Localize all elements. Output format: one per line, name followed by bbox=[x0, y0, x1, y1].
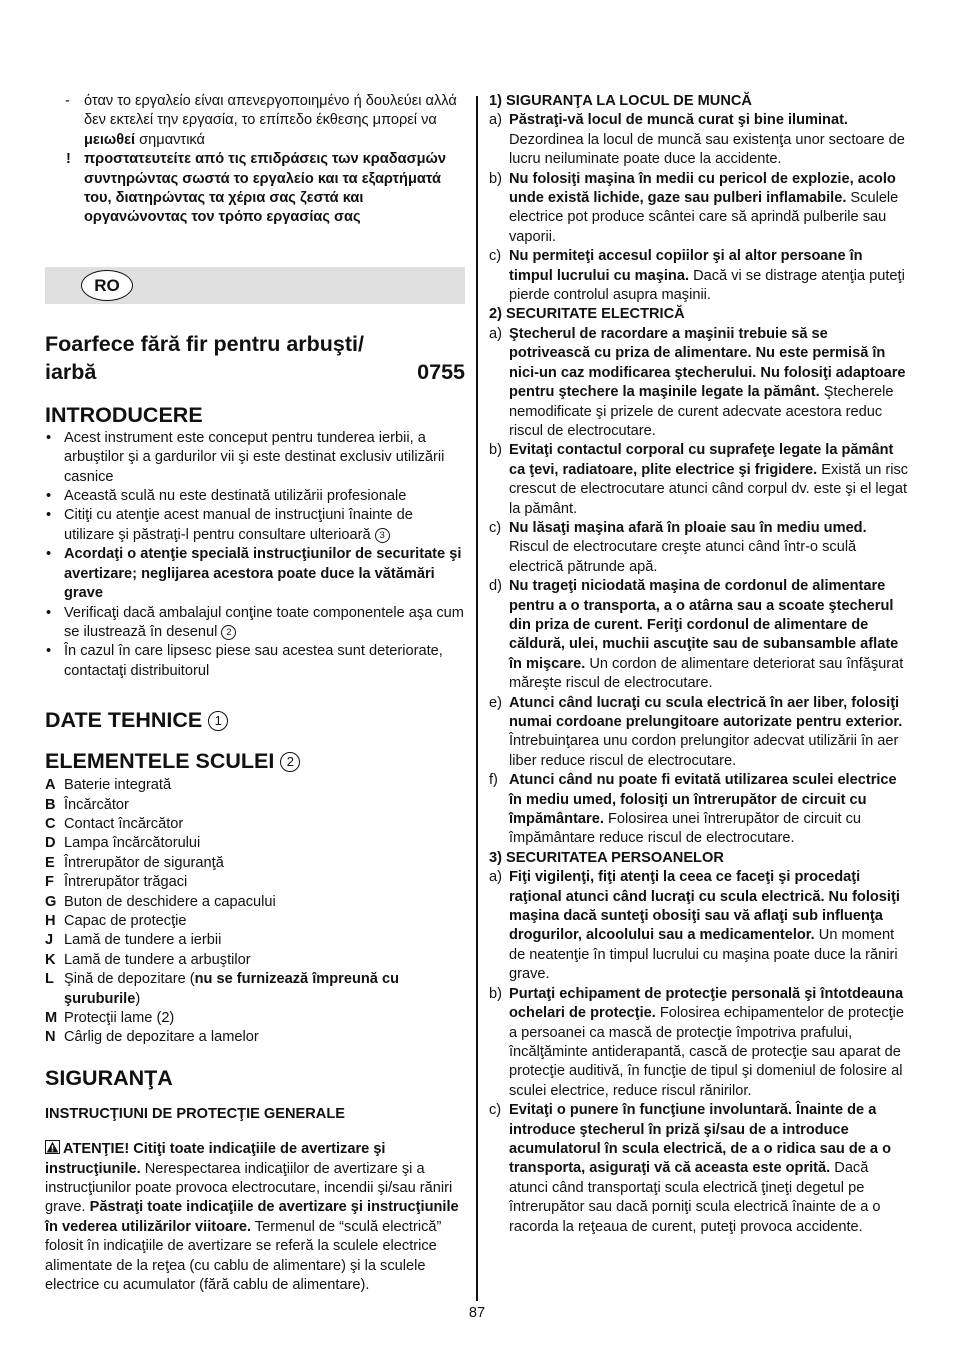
list-item bbox=[45, 873, 465, 892]
tech-heading: DATE TEHNICE 1 bbox=[45, 706, 465, 734]
list-item: • Citiţi cu atenţie acest manual de instrucţiuni înainte de utilizare şi păstraţi-l pentru consultare ulterioară 3 bbox=[46, 507, 413, 543]
list-item-letter: D bbox=[45, 835, 56, 852]
list-item-letter: L bbox=[45, 971, 54, 988]
section-2-item-e: e) Atunci când lucraţi cu scula electrică în aer liber, folosiţi numai cordoane prelungitoare autorizate pentru exterior. Întrebuinţarea unu cordon prelungitor adecvat utilizării în aer liber reduce riscul de electrocutare. bbox=[489, 694, 903, 769]
list-item bbox=[45, 834, 465, 853]
list-item bbox=[45, 970, 465, 1009]
section-2-item-d: d) Nu trageţi niciodată maşina de cordonul de alimentare pentru a o transporta, a o atârna sau a scoate ştecherul din priza de curent. Feriţi cordonul de alimentare de căldură, ulei, muchii ascuţite sau de subansamble aflate în mişcare. Un cordon de alimentare deteriorat sau înfăşurat măreşte riscul de electrocutare. bbox=[489, 578, 904, 692]
list-item-text: Baterie integrată bbox=[64, 777, 172, 794]
list-item-text: Lamă de tundere a arbuştilor bbox=[64, 951, 251, 968]
list-item bbox=[45, 1009, 465, 1028]
list-item bbox=[45, 815, 465, 834]
list-item-text: Lamă de tundere a ierbii bbox=[64, 932, 222, 949]
greek-item-1-text: όταν το εργαλείο είναι απενεργοποιημένο ή δουλεύει αλλά δεν εκτελεί την εργασία, το επίπεδο έκθεσης μπορεί να bbox=[84, 93, 457, 129]
section-3-item-b: b) Purtaţi echipament de protecţie personală şi întotdeauna ochelari de protecţie. Folosirea echipamentelor de protecţie a persoanei ca mască de protecţie împotriva prafului, încălţăminte antiderapantă, cască de protecţie sau aparat de protecţie auditivă, în funcţie de tipul şi domeniul de folosire al sculei electrice, reduce riscul rănirilor. bbox=[489, 985, 905, 1099]
left-column bbox=[45, 92, 465, 1295]
list-item-bold: nu se furnizează împreună cu şuruburile bbox=[64, 971, 399, 1007]
list-item-text: Capac de protecţie bbox=[64, 912, 187, 929]
safety-heading: SIGURANŢA bbox=[45, 1065, 173, 1090]
list-item: • Verificaţi dacă ambalajul conţine toate componentele aşa cum se ilustrează în desenul 2 bbox=[46, 604, 464, 640]
list-item-letter: N bbox=[45, 1029, 56, 1046]
section-3-item-a: a) Fiţi vigilenţi, fiţi atenţi la ceea ce faceţi şi procedaţi raţional atunci când lucraţi cu scula electrică. Nu folosiţi maşina dacă sunteţi obosiţi sau vă aflaţi sub influenţa drogurilor, alcoolului sau a medicamentelor. Un moment de neatenţie în timpul lucrului cu maşina poate duce la răniri grave. bbox=[489, 869, 900, 983]
language-badge: RO bbox=[81, 270, 133, 301]
list-item-text: Întrerupător de siguranţă bbox=[64, 854, 224, 871]
list-item: • În cazul în care lipsesc piese sau acestea sunt deteriorate, contactaţi distribuitorul bbox=[46, 643, 443, 679]
list-item-text: Lampa încărcătorului bbox=[64, 835, 201, 852]
list-item-letter: H bbox=[45, 912, 56, 929]
list-item bbox=[45, 776, 465, 795]
list-item: • Această sculă nu este destinată utilizării profesionale bbox=[46, 488, 407, 505]
list-item-letter: A bbox=[45, 777, 56, 794]
list-item-text: Buton de deschidere a capacului bbox=[64, 893, 276, 910]
figure-ref-3: 3 bbox=[375, 528, 390, 543]
list-item bbox=[45, 796, 465, 815]
list-item bbox=[45, 912, 465, 931]
section-2-item-f: f) Atunci când nu poate fi evitată utilizarea sculei electrice în mediu umed, folosiţi un întrerupător de circuit cu împământare. Folosirea unei întrerupător de circuit cu împământare reduce riscul de electrocutare. bbox=[489, 772, 897, 847]
list-item-letter: E bbox=[45, 854, 55, 871]
list-item-letter: C bbox=[45, 815, 56, 832]
list-item-text: Încărcător bbox=[64, 796, 129, 813]
list-item-letter: M bbox=[45, 1010, 58, 1026]
column-divider bbox=[476, 96, 478, 1301]
list-item-tail: ) bbox=[135, 990, 141, 1007]
list-item-text: Protecţii lame (2) bbox=[64, 1010, 175, 1026]
product-title bbox=[45, 330, 465, 386]
greek-item-2: ! προστατευτείτε από τις επιδράσεις των κραδασμών συντηρώντας σωστά το εργαλείο και τα εξαρτήματά του, διατηρώντας τα χέρια σας ζεστά και οργανώνοντας τον τρόπο εργασίας σας bbox=[66, 151, 446, 226]
section-2-heading: 2) SECURITATE ELECTRICĂ bbox=[489, 306, 685, 323]
intro-list bbox=[45, 429, 465, 681]
list-item: • Acest instrument este conceput pentru tunderea ierbii, a arbuştilor şi a gardurilor vii şi este destinat exclusiv utilizării casnice bbox=[46, 429, 445, 485]
section-1-item-a: a) Păstraţi-vă locul de muncă curat şi bine iluminat. Dezordinea la locul de muncă sau existenţa unor sectoare de lucru neiluminate poate duce la accidente. bbox=[489, 112, 905, 168]
safety-warning-paragraph: ATENŢIE! Citiţi toate indicaţiile de avertizare şi instrucţiunile. Nerespectarea indicaţiilor de avertizare şi a instrucţiunilor poate provoca electrocutare, incendii şi/sau răniri grave. Păstraţi toate indicaţiile de avertizare şi instrucţiunile în vederea utilizărilor viitoare. Termenul de “sculă electrică” folosit în indicaţiile de avertizare se referă la sculele electrice alimentate de la reţea (cu cablu de alimentare) şi la sculele electrice cu acumulator (fără cablu de alimentare). bbox=[45, 1141, 459, 1294]
section-1-item-b: b) Nu folosiţi maşina în medii cu pericol de explozie, acolo unde există lichide, gaze sau pulberi inflamabile. Sculele electrice pot produce scântei care să aprindă pulberile sau vaporii. bbox=[489, 170, 899, 245]
greek-item-1-tail: σημαντικά bbox=[135, 131, 205, 148]
language-bar bbox=[45, 267, 465, 304]
section-1-item-c: c) Nu permiteţi accesul copiilor şi al altor persoane în timpul lucrului cu maşina. Dacă vi se distrage atenţia puteţi pierde controlul asupra maşinii. bbox=[489, 248, 905, 304]
list-item: • Acordaţi o atenţie specială instrucţiunilor de securitate şi avertizare; neglijarea acestora poate duce la vătămări grave bbox=[46, 546, 462, 602]
elements-list bbox=[45, 776, 465, 1048]
list-item bbox=[45, 951, 465, 970]
product-title-line1: Foarfece fără fir pentru arbuşti/ bbox=[45, 331, 364, 356]
elements-heading: ELEMENTELE SCULEI 2 bbox=[45, 747, 465, 775]
list-item-text: Contact încărcător bbox=[64, 815, 184, 832]
greek-item-1: - όταν το εργαλείο είναι απενεργοποιημένο ή δουλεύει αλλά δεν εκτελεί την εργασία, το επίπεδο έκθεσης μπορεί να μειωθεί σημαντικά bbox=[65, 93, 457, 148]
list-item-letter: G bbox=[45, 893, 57, 910]
figure-ref-1: 1 bbox=[208, 711, 228, 731]
section-3-heading: 3) SECURITATEA PERSOANELOR bbox=[489, 849, 724, 866]
section-3-item-c: c) Evitaţi o punere în funcţiune involuntară. Înainte de a introduce ştecherul în priză şi/sau de a introduce acumulatorul în scula electrică, de a o ridica sau de a o transporta, asiguraţi vă că aceasta este oprită. Dacă atunci când transportaţi scula electrică ţineţi degetul pe întrerupător sau dacă porniţi scula electrică înainte de a o racorda la reţeaua de curent, puteţi provoca accidente. bbox=[489, 1102, 892, 1235]
page-number: 87 bbox=[468, 1305, 486, 1321]
list-item-text: Şină de depozitare ( bbox=[64, 971, 195, 988]
list-item-letter: F bbox=[45, 874, 54, 891]
greek-item-1-bold: μειωθεί bbox=[84, 131, 136, 148]
list-item-text: Cârlig de depozitare a lamelor bbox=[64, 1029, 259, 1046]
greek-item-2-bold: προστατευτείτε από τις επιδράσεις των κραδασμών συντηρώντας σωστά το εργαλείο και τα εξαρτήματά του, διατηρώντας τα χέρια σας ζεστά και οργανώνοντας τον τρόπο εργασίας σας bbox=[84, 151, 446, 226]
list-item bbox=[45, 1028, 465, 1047]
right-column bbox=[489, 92, 909, 1237]
list-item-letter: B bbox=[45, 796, 56, 813]
list-item bbox=[45, 854, 465, 873]
list-item bbox=[45, 893, 465, 912]
section-2-item-a: a) Ştecherul de racordare a maşinii trebuie să se potrivească cu priza de alimentare. Nu este permisă în nici-un caz modificarea ştecherului. Nu folosiţi adaptoare pentru ştechere la maşinile legate la pământ. Ştecherele nemodificate şi prizele de curent adecvate acestora reduc riscul de electrocutare. bbox=[489, 325, 906, 439]
safety-subheading: INSTRUCŢIUNI DE PROTECŢIE GENERALE bbox=[45, 1105, 345, 1122]
warning-icon bbox=[45, 1140, 60, 1154]
section-1-heading: 1) SIGURANŢA LA LOCUL DE MUNCĂ bbox=[489, 93, 752, 109]
intro-heading: INTRODUCERE bbox=[45, 402, 203, 427]
product-title-line2: iarbă bbox=[45, 359, 97, 384]
section-2-item-b: b) Evitaţi contactul corporal cu suprafeţe legate la pământ ca ţevi, radiatoare, plite electrice şi frigidere. Există un risc crescut de electrocutare atunci când corpul dv. este şi el legat la pământ. bbox=[489, 442, 909, 517]
figure-ref-2: 2 bbox=[221, 625, 236, 640]
list-item-letter: J bbox=[45, 932, 54, 949]
product-model: 0755 bbox=[417, 359, 465, 384]
section-2-item-c: c) Nu lăsaţi maşina afară în ploaie sau în mediu umed. Riscul de electrocutare creşte atunci când într-o sculă electrică pătrunde apă. bbox=[489, 519, 867, 575]
figure-ref-2: 2 bbox=[280, 752, 300, 772]
list-item-text: Întrerupător trăgaci bbox=[64, 874, 188, 891]
list-item-letter: K bbox=[45, 951, 56, 968]
list-item bbox=[45, 931, 465, 950]
